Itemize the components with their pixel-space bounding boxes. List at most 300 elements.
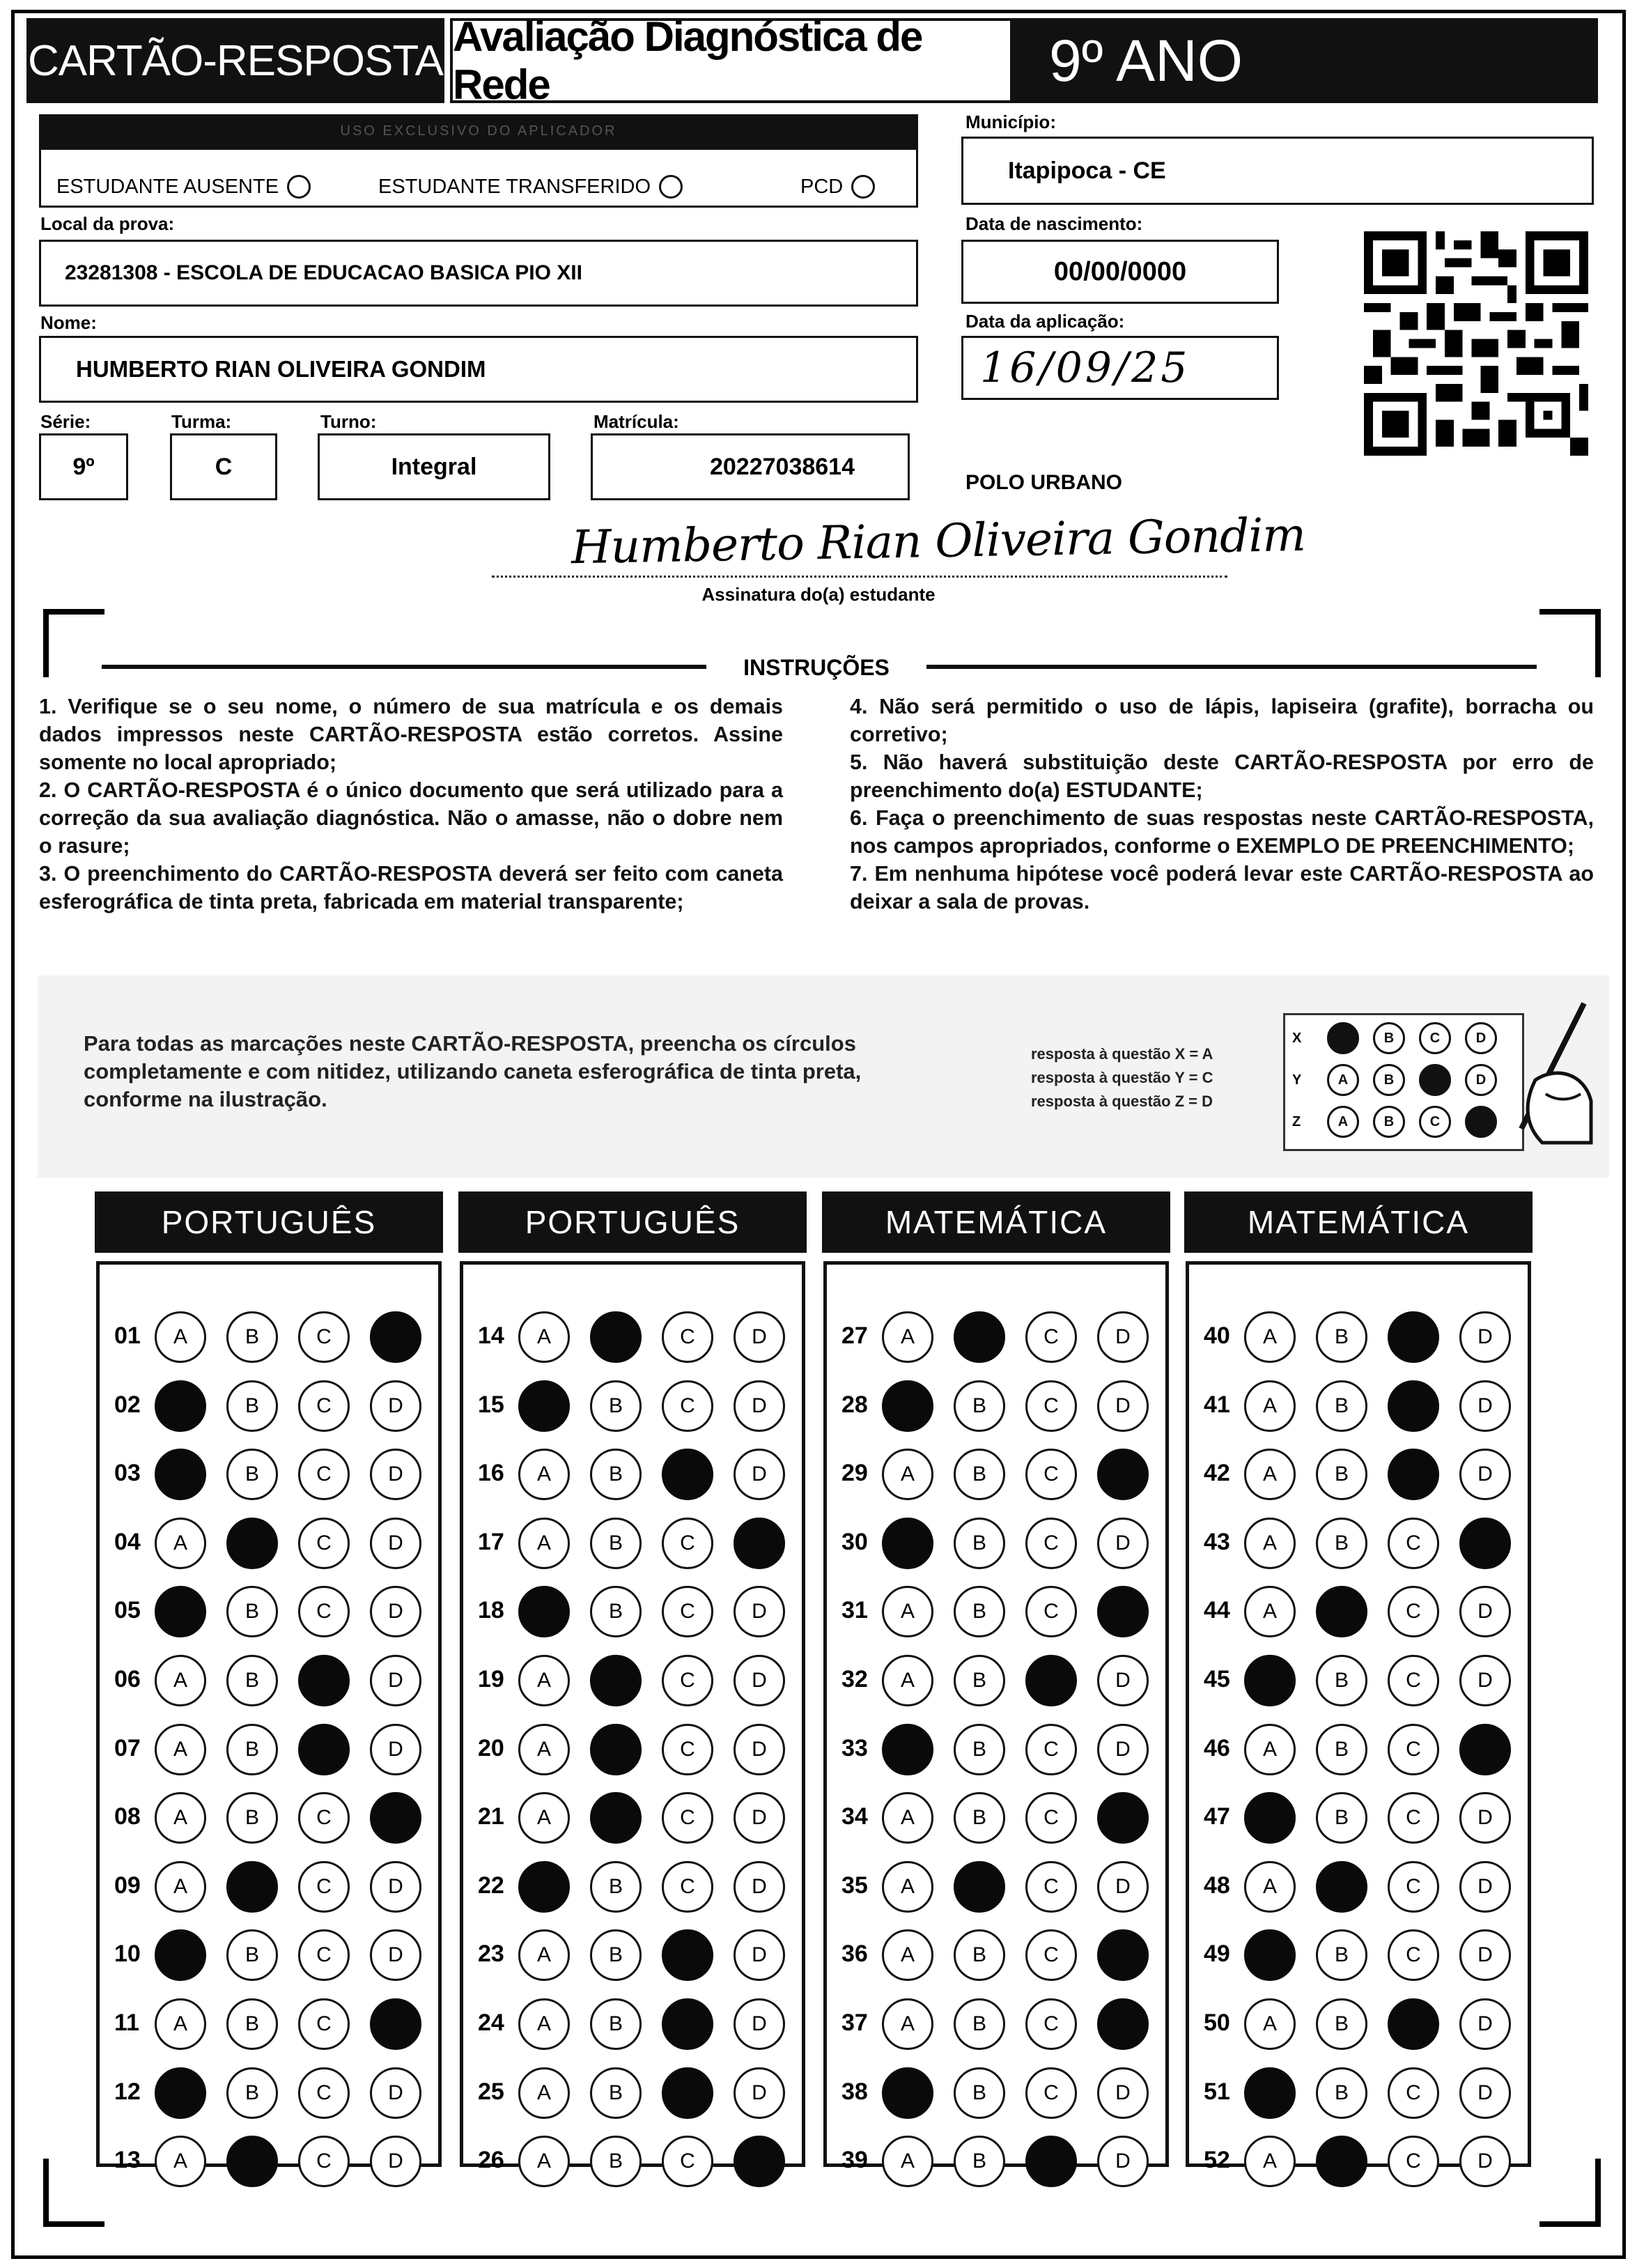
answer-bubble-q07-b[interactable]: B [226,1724,278,1775]
transferred-option[interactable] [378,175,683,199]
answer-bubble-q15-c[interactable]: C [662,1380,713,1432]
example-legend [1031,1042,1213,1113]
question-number: 38 [841,2078,868,2105]
instructions-left [39,693,783,916]
answer-bubble-q51-d[interactable]: D [1459,2067,1511,2119]
question-number: 12 [114,2078,141,2105]
pcd-label: PCD [800,175,844,198]
answer-bubble-q16-a[interactable]: A [518,1449,570,1500]
answer-bubble-q41-c[interactable] [1388,1380,1439,1432]
answer-bubble-q12-c[interactable]: C [298,2067,350,2119]
answer-bubble-q09-d[interactable]: D [370,1861,421,1913]
answer-bubble-q11-d[interactable] [370,1998,421,2050]
answer-bubble-q19-c[interactable]: C [662,1655,713,1706]
answer-bubble-q02-d[interactable]: D [370,1380,421,1432]
example-bubble-x-c: C [1419,1022,1451,1054]
answer-bubble-q34-a[interactable]: A [882,1792,933,1844]
answer-bubble-q14-d[interactable]: D [734,1311,785,1363]
question-number: 19 [478,1666,504,1692]
answer-bubble-q27-b[interactable] [954,1311,1005,1363]
answer-bubble-q20-c[interactable]: C [662,1724,713,1775]
instruction-4: 4. Não será permitido o uso de lápis, lapiseira (grafite), borracha ou corretivo; [850,695,1594,746]
answer-bubble-q22-b[interactable]: B [590,1861,642,1913]
answer-bubble-q19-a[interactable]: A [518,1655,570,1706]
answer-bubble-q47-b[interactable]: B [1316,1792,1367,1844]
absent-radio[interactable] [287,175,311,199]
local-field [39,240,918,307]
instruction-5: 5. Não haverá substituição deste CARTÃO-RESPOSTA por erro de preenchimento do(a) ESTUDANTE; [850,750,1594,802]
answer-bubble-q11-a[interactable]: A [155,1998,206,2050]
answer-bubble-q37-c[interactable]: C [1025,1998,1077,2050]
answer-bubble-q46-d[interactable] [1459,1724,1511,1775]
answer-bubble-q18-c[interactable]: C [662,1586,713,1637]
answer-bubble-q05-b[interactable]: B [226,1586,278,1637]
answer-bubble-q43-a[interactable]: A [1244,1518,1296,1569]
card-title: CARTÃO-RESPOSTA [26,18,444,103]
answer-bubble-q21-d[interactable]: D [734,1792,785,1844]
answer-bubble-q40-a[interactable]: A [1244,1311,1296,1363]
question-number: 21 [478,1803,504,1830]
answer-bubble-q27-c[interactable]: C [1025,1311,1077,1363]
answer-bubble-q14-a[interactable]: A [518,1311,570,1363]
answer-bubble-q13-b[interactable] [226,2136,278,2187]
answer-bubble-q50-b[interactable]: B [1316,1998,1367,2050]
answer-bubble-q39-c[interactable] [1025,2136,1077,2187]
answer-bubble-q31-b[interactable]: B [954,1586,1005,1637]
answer-bubble-q24-a[interactable]: A [518,1998,570,2050]
answer-bubble-q34-c[interactable]: C [1025,1792,1077,1844]
answer-bubble-q21-b[interactable] [590,1792,642,1844]
transferred-label: ESTUDANTE TRANSFERIDO [378,175,651,198]
answer-bubble-q40-b[interactable]: B [1316,1311,1367,1363]
answer-bubble-q42-d[interactable]: D [1459,1449,1511,1500]
instructions-rule-right [926,665,1537,669]
answer-bubble-q10-d[interactable]: D [370,1929,421,1981]
answer-bubble-q33-b[interactable]: B [954,1724,1005,1775]
answer-bubble-q32-b[interactable]: B [954,1655,1005,1706]
answer-bubble-q02-b[interactable]: B [226,1380,278,1432]
answer-bubble-q04-c[interactable]: C [298,1518,350,1569]
answer-bubble-q19-d[interactable]: D [734,1655,785,1706]
answer-bubble-q26-b[interactable]: B [590,2136,642,2187]
answer-bubble-q08-d[interactable] [370,1792,421,1844]
example-bubble-z-a: A [1327,1106,1359,1138]
answer-bubble-q34-d[interactable] [1097,1792,1149,1844]
corner-bottom-right [1539,2159,1601,2227]
question-number: 34 [841,1803,868,1830]
answer-bubble-q15-a[interactable] [518,1380,570,1432]
answer-bubble-q37-d[interactable] [1097,1998,1149,2050]
answer-bubble-q29-c[interactable]: C [1025,1449,1077,1500]
qr-code [1364,231,1588,456]
transferred-radio[interactable] [659,175,683,199]
answer-bubble-q43-b[interactable]: B [1316,1518,1367,1569]
answer-bubble-q37-b[interactable]: B [954,1998,1005,2050]
answer-bubble-q45-d[interactable]: D [1459,1655,1511,1706]
answer-bubble-q44-c[interactable]: C [1388,1586,1439,1637]
question-number: 14 [478,1322,504,1349]
municipio-field [961,137,1594,205]
answer-bubble-q28-d[interactable]: D [1097,1380,1149,1432]
answer-bubble-q47-c[interactable]: C [1388,1792,1439,1844]
serie-label: Série: [40,411,91,432]
answer-bubble-q47-a[interactable] [1244,1792,1296,1844]
answer-bubble-q48-c[interactable]: C [1388,1861,1439,1913]
answer-bubble-q35-a[interactable]: A [882,1861,933,1913]
answer-bubble-q31-d[interactable] [1097,1586,1149,1637]
answer-bubble-q36-a[interactable]: A [882,1929,933,1981]
answer-bubble-q49-d[interactable]: D [1459,1929,1511,1981]
answer-bubble-q07-c[interactable] [298,1724,350,1775]
answer-bubble-q23-b[interactable]: B [590,1929,642,1981]
answer-bubble-q24-c[interactable] [662,1998,713,2050]
answer-bubble-q02-c[interactable]: C [298,1380,350,1432]
answer-bubble-q07-a[interactable]: A [155,1724,206,1775]
question-number: 24 [478,2009,504,2036]
answer-bubble-q13-d[interactable]: D [370,2136,421,2187]
answer-bubble-q08-b[interactable]: B [226,1792,278,1844]
turma-label: Turma: [171,411,232,432]
answer-bubble-q32-c[interactable] [1025,1655,1077,1706]
answer-bubble-q06-c[interactable] [298,1655,350,1706]
example-grid [1283,1013,1524,1151]
answer-bubble-q27-a[interactable]: A [882,1311,933,1363]
answer-bubble-q15-b[interactable]: B [590,1380,642,1432]
pcd-option[interactable] [800,175,875,199]
answer-bubble-q31-a[interactable]: A [882,1586,933,1637]
answer-bubble-q17-b[interactable]: B [590,1518,642,1569]
answer-bubble-q52-c[interactable]: C [1388,2136,1439,2187]
question-number: 07 [114,1734,141,1761]
question-number: 30 [841,1528,868,1555]
answer-bubble-q37-a[interactable]: A [882,1998,933,2050]
question-number: 09 [114,1872,141,1899]
assessment-title: Avaliação Diagnóstica de Rede [450,18,1013,103]
answer-bubble-q35-c[interactable]: C [1025,1861,1077,1913]
answer-bubble-q04-b[interactable] [226,1518,278,1569]
answer-bubble-q19-b[interactable] [590,1655,642,1706]
question-number: 43 [1204,1528,1230,1555]
answer-bubble-q05-d[interactable]: D [370,1586,421,1637]
question-number: 39 [841,2147,868,2174]
answer-bubble-q14-c[interactable]: C [662,1311,713,1363]
answer-bubble-q12-b[interactable]: B [226,2067,278,2119]
answer-bubble-q23-a[interactable]: A [518,1929,570,1981]
answer-bubble-q10-a[interactable] [155,1929,206,1981]
question-number: 32 [841,1666,868,1692]
question-number: 04 [114,1528,141,1555]
answer-bubble-q29-a[interactable]: A [882,1449,933,1500]
answer-bubble-q31-c[interactable]: C [1025,1586,1077,1637]
answer-bubble-q30-b[interactable]: B [954,1518,1005,1569]
answer-bubble-q20-a[interactable]: A [518,1724,570,1775]
answer-bubble-q01-c[interactable]: C [298,1311,350,1363]
question-number: 10 [114,1941,141,1968]
answer-bubble-q05-c[interactable]: C [298,1586,350,1637]
answer-bubble-q43-d[interactable] [1459,1518,1511,1569]
question-number: 15 [478,1391,504,1418]
answer-bubble-q42-a[interactable]: A [1244,1449,1296,1500]
instruction-2: 2. O CARTÃO-RESPOSTA é o único documento que será utilizado para a correção da sua avaliação diagnóstica. Não o amasse, não o dobre nem o rasure; [39,778,783,858]
answer-bubble-q24-d[interactable]: D [734,1998,785,2050]
question-number: 44 [1204,1597,1230,1624]
answer-bubble-q26-a[interactable]: A [518,2136,570,2187]
answer-bubble-q17-d[interactable] [734,1518,785,1569]
serie-value: 9º [72,453,95,480]
answer-bubble-q33-c[interactable]: C [1025,1724,1077,1775]
question-number: 33 [841,1734,868,1761]
answer-bubble-q48-d[interactable]: D [1459,1861,1511,1913]
application-date-label: Data da aplicação: [965,311,1125,332]
answer-bubble-q18-d[interactable]: D [734,1586,785,1637]
answer-bubble-q49-b[interactable]: B [1316,1929,1367,1981]
instruction-1: 1. Verifique se o seu nome, o número de sua matrícula e os demais dados impressos neste CARTÃO-RESPOSTA estão corretos. Assine somente no local apropriado; [39,695,783,774]
answer-bubble-q25-a[interactable]: A [518,2067,570,2119]
answer-bubble-q51-c[interactable]: C [1388,2067,1439,2119]
birth-field [961,240,1279,304]
instruction-3: 3. O preenchimento do CARTÃO-RESPOSTA deverá ser feito com caneta esferográfica de tinta preta, fabricada em material transparente; [39,862,783,913]
answer-bubble-q06-a[interactable]: A [155,1655,206,1706]
answer-bubble-q51-b[interactable]: B [1316,2067,1367,2119]
answer-bubble-q50-a[interactable]: A [1244,1998,1296,2050]
local-label: Local da prova: [40,213,175,234]
answer-bubble-q09-c[interactable]: C [298,1861,350,1913]
answer-bubble-q27-d[interactable]: D [1097,1311,1149,1363]
answer-bubble-q32-a[interactable]: A [882,1655,933,1706]
answer-bubble-q06-d[interactable]: D [370,1655,421,1706]
answer-bubble-q44-d[interactable]: D [1459,1586,1511,1637]
answer-bubble-q22-d[interactable]: D [734,1861,785,1913]
question-number: 11 [114,2009,139,2036]
name-value: HUMBERTO RIAN OLIVEIRA GONDIM [76,356,486,382]
absent-option[interactable] [56,175,311,199]
answer-bubble-q36-c[interactable]: C [1025,1929,1077,1981]
answer-bubble-q29-b[interactable]: B [954,1449,1005,1500]
answer-bubble-q33-a[interactable] [882,1724,933,1775]
answer-bubble-q12-a[interactable] [155,2067,206,2119]
question-number: 01 [114,1322,141,1349]
answer-bubble-q48-a[interactable]: A [1244,1861,1296,1913]
answer-bubble-q11-c[interactable]: C [298,1998,350,2050]
answer-bubble-q51-a[interactable] [1244,2067,1296,2119]
answer-bubble-q28-b[interactable]: B [954,1380,1005,1432]
question-number: 26 [478,2147,504,2174]
answer-bubble-q01-a[interactable]: A [155,1311,206,1363]
answer-bubble-q22-c[interactable]: C [662,1861,713,1913]
question-number: 35 [841,1872,868,1899]
answer-bubble-q45-c[interactable]: C [1388,1655,1439,1706]
answer-bubble-q30-c[interactable]: C [1025,1518,1077,1569]
answer-bubble-q01-b[interactable]: B [226,1311,278,1363]
answer-bubble-q48-b[interactable] [1316,1861,1367,1913]
answer-bubble-q26-c[interactable]: C [662,2136,713,2187]
example-bubble-y-b: B [1373,1064,1405,1096]
answer-bubble-q32-d[interactable]: D [1097,1655,1149,1706]
hand-pen-icon [1494,996,1598,1150]
subject-header-3: MATEMÁTICA [822,1191,1170,1253]
answer-bubble-q10-b[interactable]: B [226,1929,278,1981]
answer-bubble-q46-c[interactable]: C [1388,1724,1439,1775]
answer-bubble-q46-a[interactable]: A [1244,1724,1296,1775]
answer-bubble-q25-c[interactable] [662,2067,713,2119]
signature-line [492,576,1227,578]
instructions-rule-left [102,665,706,669]
answer-bubble-q20-d[interactable]: D [734,1724,785,1775]
answer-bubble-q38-c[interactable]: C [1025,2067,1077,2119]
answer-bubble-q50-d[interactable]: D [1459,1998,1511,2050]
signature-caption: Assinatura do(a) estudante [701,584,936,605]
answer-bubble-q41-a[interactable]: A [1244,1380,1296,1432]
answer-bubble-q05-a[interactable] [155,1586,206,1637]
answer-bubble-q49-c[interactable]: C [1388,1929,1439,1981]
question-number: 18 [478,1597,504,1624]
answer-bubble-q36-b[interactable]: B [954,1929,1005,1981]
question-number: 16 [478,1460,504,1487]
question-number: 06 [114,1666,141,1692]
answer-bubble-q09-b[interactable] [226,1861,278,1913]
answer-bubble-q25-b[interactable]: B [590,2067,642,2119]
answer-bubble-q18-b[interactable]: B [590,1586,642,1637]
aplicador-bar: USO EXCLUSIVO DO APLICADOR [39,114,918,148]
birth-value: 00/00/0000 [1053,256,1187,286]
answer-bubble-q03-c[interactable]: C [298,1449,350,1500]
question-number: 31 [841,1597,868,1624]
answer-bubble-q46-b[interactable]: B [1316,1724,1367,1775]
pcd-radio[interactable] [851,175,875,199]
answer-bubble-q16-d[interactable]: D [734,1449,785,1500]
answer-bubble-q08-c[interactable]: C [298,1792,350,1844]
answer-bubble-q52-b[interactable] [1316,2136,1367,2187]
answer-bubble-q28-a[interactable] [882,1380,933,1432]
answer-bubble-q26-d[interactable] [734,2136,785,2187]
answer-bubble-q45-b[interactable]: B [1316,1655,1367,1706]
answer-bubble-q41-b[interactable]: B [1316,1380,1367,1432]
answer-bubble-q17-c[interactable]: C [662,1518,713,1569]
answer-bubble-q07-d[interactable]: D [370,1724,421,1775]
answer-bubble-q50-c[interactable] [1388,1998,1439,2050]
answer-bubble-q17-a[interactable]: A [518,1518,570,1569]
answer-bubble-q39-d[interactable]: D [1097,2136,1149,2187]
answer-bubble-q52-d[interactable]: D [1459,2136,1511,2187]
grade-title: 9º ANO [1013,18,1598,103]
question-number: 42 [1204,1460,1230,1487]
question-number: 05 [114,1597,141,1624]
aplicador-box [39,148,918,208]
answer-bubble-q03-d[interactable]: D [370,1449,421,1500]
answer-bubble-q16-c[interactable] [662,1449,713,1500]
answer-bubble-q22-a[interactable] [518,1861,570,1913]
answer-bubble-q20-b[interactable] [590,1724,642,1775]
answer-bubble-q42-b[interactable]: B [1316,1449,1367,1500]
answer-bubble-q43-c[interactable]: C [1388,1518,1439,1569]
answer-bubble-q42-c[interactable] [1388,1449,1439,1500]
corner-top-left [43,609,104,677]
turno-value: Integral [391,453,477,480]
application-date-field [961,336,1279,400]
answer-bubble-q47-d[interactable]: D [1459,1792,1511,1844]
answer-bubble-q30-a[interactable] [882,1518,933,1569]
answer-bubble-q01-d[interactable] [370,1311,421,1363]
question-number: 41 [1204,1391,1230,1418]
example-bubble-x-a [1327,1022,1359,1054]
answer-bubble-q15-d[interactable]: D [734,1380,785,1432]
answer-bubble-q44-b[interactable] [1316,1586,1367,1637]
answer-bubble-q38-b[interactable]: B [954,2067,1005,2119]
answer-bubble-q49-a[interactable] [1244,1929,1296,1981]
answer-bubble-q16-b[interactable]: B [590,1449,642,1500]
answer-bubble-q39-b[interactable]: B [954,2136,1005,2187]
answer-bubble-q38-a[interactable] [882,2067,933,2119]
answer-bubble-q36-d[interactable] [1097,1929,1149,1981]
answer-bubble-q03-a[interactable] [155,1449,206,1500]
answer-bubble-q35-b[interactable] [954,1861,1005,1913]
answer-bubble-q09-a[interactable]: A [155,1861,206,1913]
question-number: 17 [478,1528,504,1555]
answer-bubble-q21-a[interactable]: A [518,1792,570,1844]
answer-bubble-q23-d[interactable]: D [734,1929,785,1981]
answer-bubble-q06-b[interactable]: B [226,1655,278,1706]
answer-bubble-q04-a[interactable]: A [155,1518,206,1569]
question-number: 52 [1204,2147,1230,2174]
answer-bubble-q13-a[interactable]: A [155,2136,206,2187]
answer-bubble-q33-d[interactable]: D [1097,1724,1149,1775]
answer-bubble-q08-a[interactable]: A [155,1792,206,1844]
example-bubble-x-b: B [1373,1022,1405,1054]
answer-bubble-q10-c[interactable]: C [298,1929,350,1981]
answer-bubble-q13-c[interactable]: C [298,2136,350,2187]
answer-bubble-q04-d[interactable]: D [370,1518,421,1569]
answer-bubble-q38-d[interactable]: D [1097,2067,1149,2119]
question-number: 46 [1204,1734,1230,1761]
absent-label: ESTUDANTE AUSENTE [56,175,279,198]
example-bubble-z-c: C [1419,1106,1451,1138]
example-row-label: Y [1292,1072,1302,1088]
answer-bubble-q02-a[interactable] [155,1380,206,1432]
example-bubble-y-c [1419,1064,1451,1096]
answer-bubble-q23-c[interactable] [662,1929,713,1981]
turma-value: C [215,453,233,480]
question-number: 22 [478,1872,504,1899]
answer-bubble-q11-b[interactable]: B [226,1998,278,2050]
matricula-value: 20227038614 [709,453,855,480]
answer-bubble-q41-d[interactable]: D [1459,1380,1511,1432]
answer-bubble-q14-b[interactable] [590,1311,642,1363]
question-number: 47 [1204,1803,1230,1830]
question-number: 02 [114,1391,141,1418]
answer-bubble-q18-a[interactable] [518,1586,570,1637]
answer-bubble-q39-a[interactable]: A [882,2136,933,2187]
answer-bubble-q12-d[interactable]: D [370,2067,421,2119]
question-number: 45 [1204,1666,1230,1692]
answer-bubble-q21-c[interactable]: C [662,1792,713,1844]
answer-bubble-q30-d[interactable]: D [1097,1518,1149,1569]
answer-bubble-q35-d[interactable]: D [1097,1861,1149,1913]
answer-bubble-q25-d[interactable]: D [734,2067,785,2119]
answer-bubble-q34-b[interactable]: B [954,1792,1005,1844]
answer-bubble-q40-d[interactable]: D [1459,1311,1511,1363]
answer-bubble-q52-a[interactable]: A [1244,2136,1296,2187]
answer-bubble-q03-b[interactable]: B [226,1449,278,1500]
answer-bubble-q24-b[interactable]: B [590,1998,642,2050]
answer-bubble-q40-c[interactable] [1388,1311,1439,1363]
answer-bubble-q45-a[interactable] [1244,1655,1296,1706]
serie-field [39,433,128,500]
example-banner [38,975,1609,1178]
answer-bubble-q29-d[interactable] [1097,1449,1149,1500]
answer-bubble-q44-a[interactable]: A [1244,1586,1296,1637]
answer-bubble-q28-c[interactable]: C [1025,1380,1077,1432]
question-number: 50 [1204,2009,1230,2036]
